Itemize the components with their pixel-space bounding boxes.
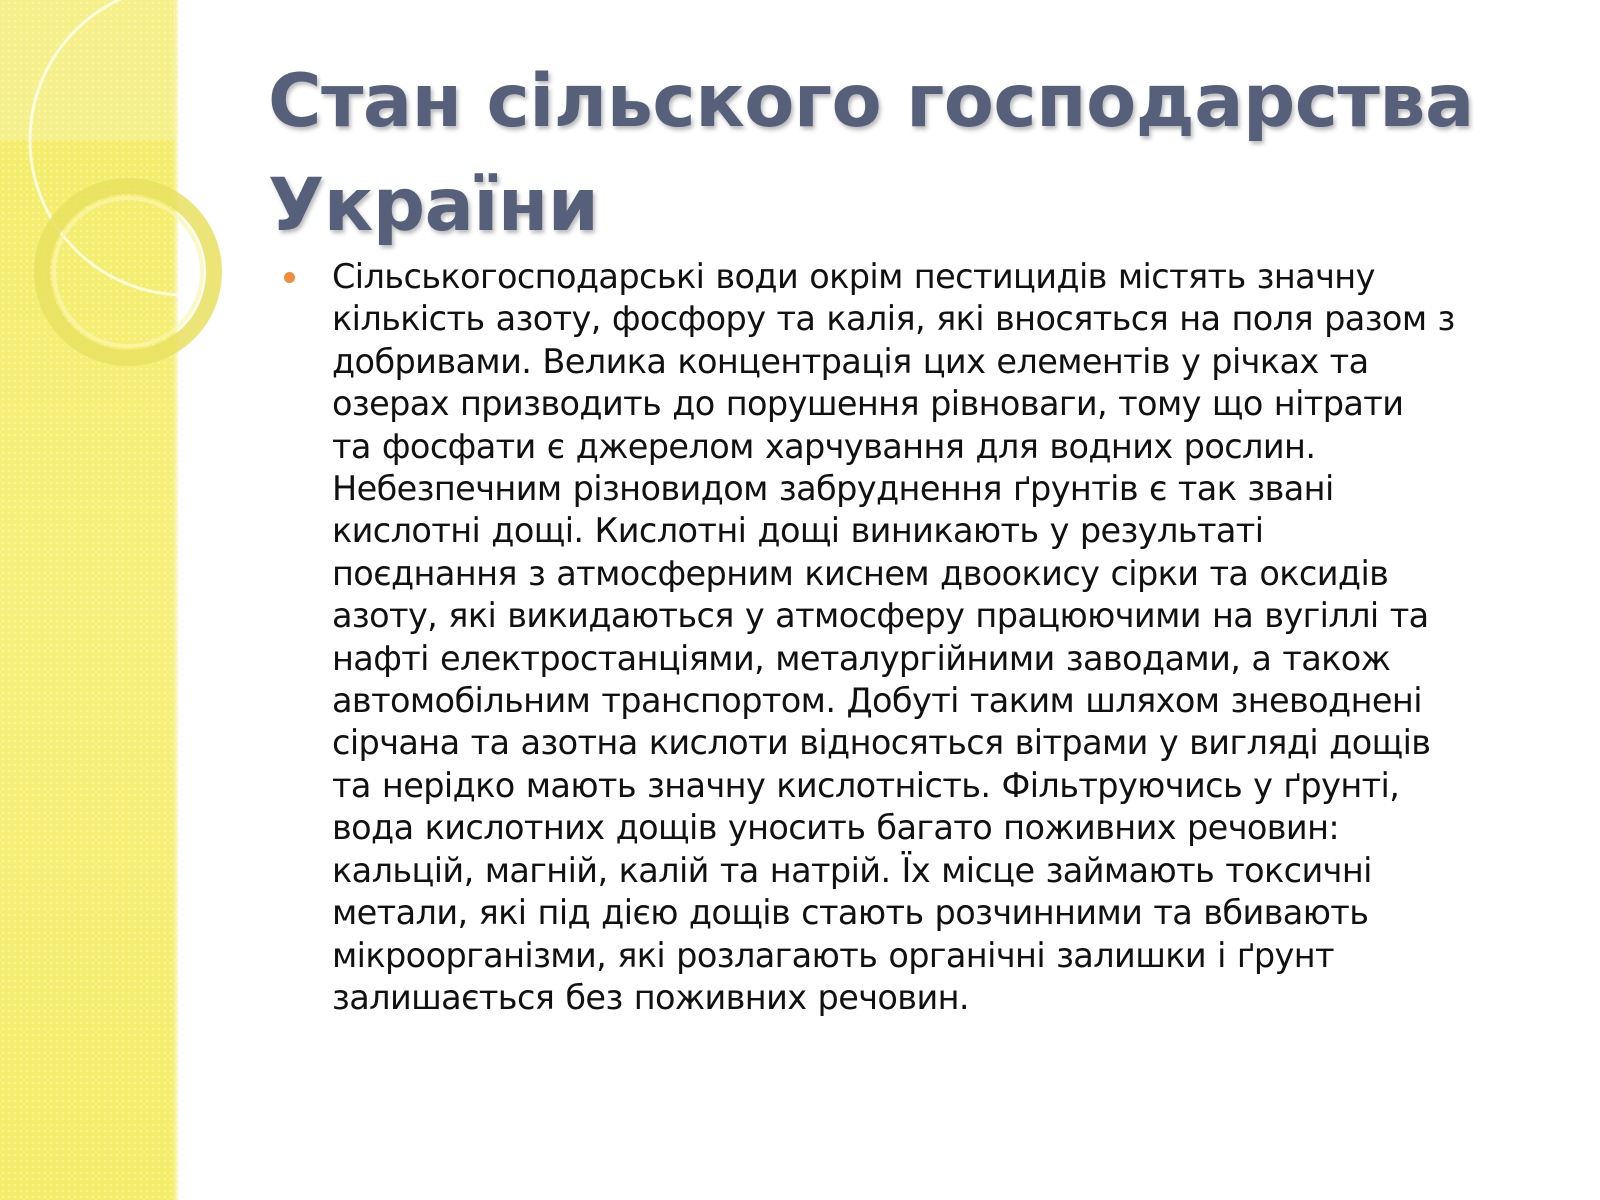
- paragraph-line: Небезпечним різновидом забруднення ґрунтів є так звані: [332, 469, 1334, 509]
- paragraph-line: кількість азоту, фосфору та калія, які вносяться на поля разом з: [332, 299, 1455, 339]
- content-bullet-list: [282, 256, 1572, 1019]
- paragraph-line: вода кислотних дощів уносить багато поживних речовин:: [332, 808, 1340, 848]
- paragraph-line: Сільськогосподарські води окрім пестицидів містять значну: [332, 257, 1375, 296]
- title-line-1: Стан сільского господарства: [268, 59, 1474, 144]
- paragraph-line: поєднання з атмосферним киснем двоокису сірки та оксидів: [332, 553, 1389, 593]
- paragraph-line: добривами. Велика концентрація цих елементів у річках та: [332, 341, 1369, 381]
- bullet-dot-icon: [284, 272, 295, 283]
- paragraph-line: кислотні дощі. Кислотні дощі виникають у результаті: [332, 511, 1264, 551]
- paragraph-line: кальцій, магній, калій та натрій. Їх місце займають токсичні: [332, 850, 1372, 890]
- paragraph-line: автомобільним транспортом. Добуті таким шляхом зневоднені: [332, 681, 1422, 721]
- side-band-decoration: [0, 0, 178, 1200]
- paragraph-line: нафті електростанціями, металургійними заводами, а також: [332, 638, 1391, 678]
- paragraph-line: та фосфати є джерелом харчування для водних рослин.: [332, 426, 1316, 466]
- paragraph-line: сірчана та азотна кислоти відносяться вітрами у вигляді дощів: [332, 723, 1431, 763]
- list-item: [282, 256, 1572, 1019]
- slide-title: [268, 50, 1548, 258]
- bullet-paragraph: [332, 256, 1572, 1019]
- paragraph-line: озерах призводить до порушення рівноваги, тому що нітрати: [332, 384, 1404, 424]
- paragraph-line: та нерідко мають значну кислотність. Фільтруючись у ґрунті,: [332, 765, 1400, 805]
- paragraph-line: мікроорганізми, які розлагають органічні залишки і ґрунт: [332, 935, 1334, 975]
- side-band-edge: [172, 0, 178, 1200]
- paragraph-line: метали, які під дією дощів стають розчинними та вбивають: [332, 893, 1369, 933]
- paragraph-line: залишається без поживних речовин.: [332, 977, 969, 1017]
- paragraph-line: азоту, які викидаються у атмосферу працюючими на вугіллі та: [332, 596, 1429, 636]
- title-line-2: України: [268, 163, 599, 248]
